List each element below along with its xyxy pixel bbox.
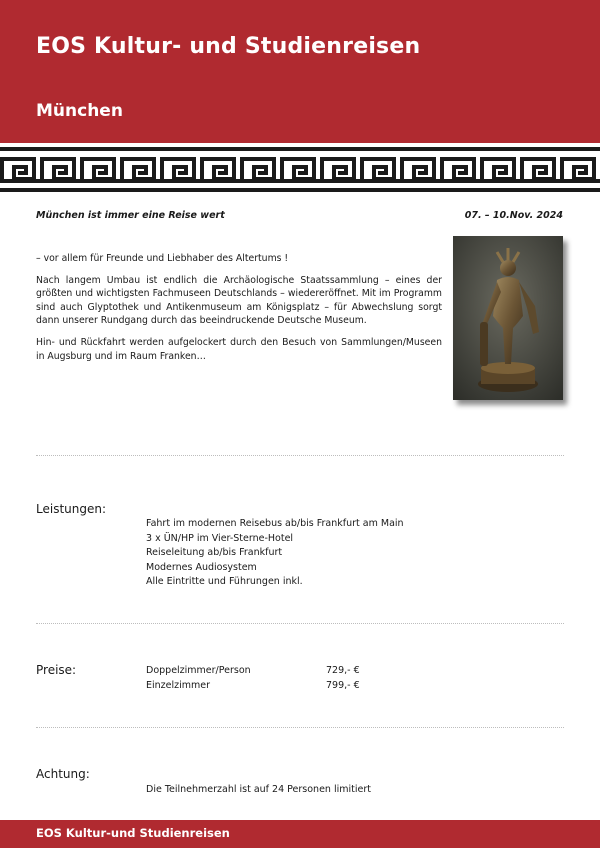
travel-dates: 07. – 10.Nov. 2024	[464, 210, 563, 221]
achtung-label: Achtung:	[36, 767, 90, 781]
price-row	[146, 665, 360, 676]
footer-text: EOS Kultur-und Studienreisen	[36, 826, 230, 840]
header-banner	[0, 0, 600, 143]
statue-image	[453, 236, 563, 400]
divider	[36, 623, 564, 624]
preise-label: Preise:	[36, 663, 77, 677]
room-type: Doppelzimmer/Person	[146, 665, 251, 676]
price-amount: 729,- €	[326, 665, 360, 676]
divider	[36, 727, 564, 728]
list-item: Reiseleitung ab/bis Frankfurt	[146, 547, 283, 558]
description-paragraph: – vor allem für Freunde und Liebhaber des Altertums !	[36, 253, 289, 264]
divider	[36, 455, 564, 456]
list-item: 3 x ÜN/HP im Vier-Sterne-Hotel	[146, 532, 294, 544]
leistungen-list	[146, 517, 404, 590]
description-paragraph: Hin- und Rückfahrt werden aufgelockert durch den Besuch von Sammlungen/Museen in Augsburg und im Raum Franken…	[36, 336, 442, 362]
list-item: Fahrt im modernen Reisebus ab/bis Frankfurt am Main	[146, 518, 404, 529]
list-item: Modernes Audiosystem	[146, 561, 257, 573]
description	[36, 252, 442, 371]
list-item: Alle Eintritte und Führungen inkl.	[146, 576, 303, 587]
header-city: München	[36, 101, 123, 121]
greek-key-border	[0, 143, 600, 195]
price-amount: 799,- €	[326, 680, 360, 691]
description-paragraph: Nach langem Umbau ist endlich die Archäologische Staatssammlung – eines der größten und wichtigsten Fachmuseen Deutschlands – wiedereröffnet. Mit im Programm sind auch Glyptothek und Antikenmuseum am Königsplatz – für Abwechslung sorgt dann unserer Rundgang durch das beeindruckende Deutsche Museum.	[36, 274, 442, 327]
leistungen-label: Leistungen:	[36, 502, 107, 516]
participant-limit-note: Die Teilnehmerzahl ist auf 24 Personen limitiert	[146, 784, 371, 795]
room-type: Einzelzimmer	[146, 680, 211, 691]
header-title: EOS Kultur- und Studienreisen	[36, 34, 421, 59]
footer-banner	[0, 820, 600, 848]
statue-photo	[453, 236, 563, 400]
price-row	[146, 680, 360, 691]
tagline: München ist immer eine Reise wert	[36, 210, 225, 221]
